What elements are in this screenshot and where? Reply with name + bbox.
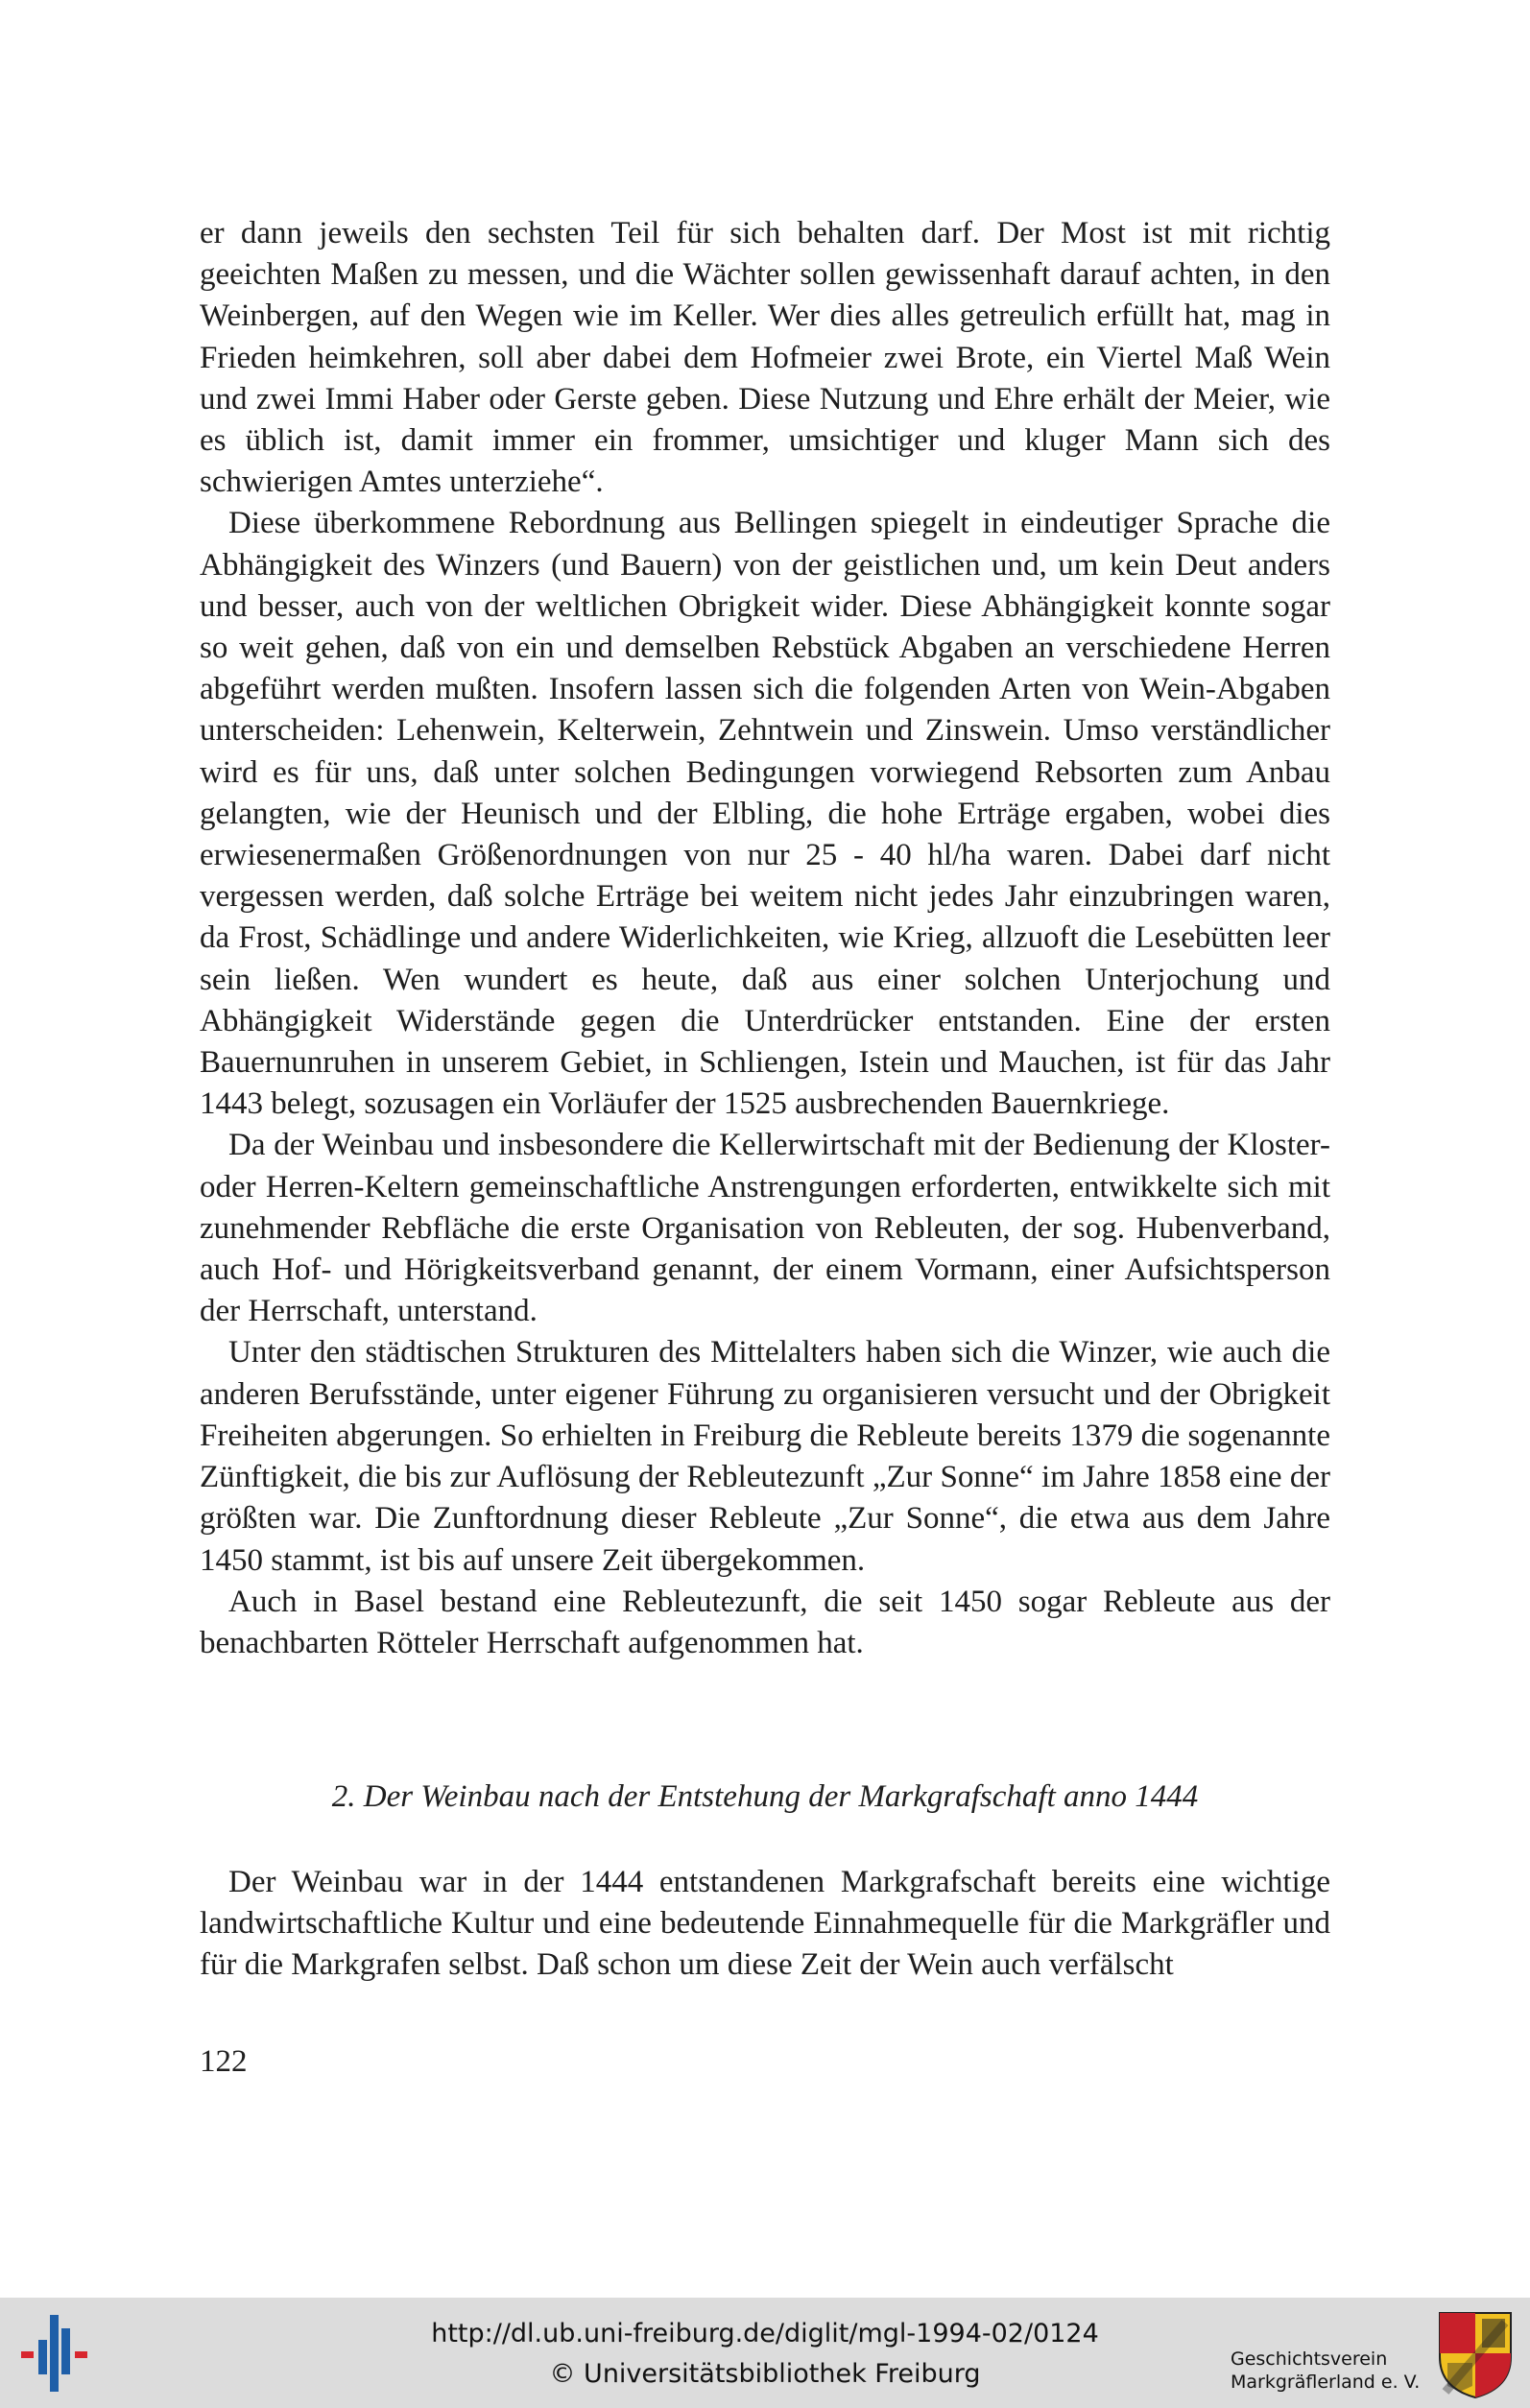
paragraph-4: Unter den städtischen Strukturen des Mittelalters haben sich die Winzer, wie auch die anderen Berufsstände, unter eigener Führung zu organisieren versucht und der Obrigkeit Freiheiten abgerungen. So erhielten in Freiburg die Rebleute bereits 1379 die sogenannte Zünftigkeit, die bis zur Auflösung der Rebleutezunft „Zur Sonne“ im Jahre 1858 eine der größten war. Die Zunftordnung dieser Rebleute „Zur Sonne“, die etwa aus dem Jahre 1450 stammt, ist bis auf unsere Zeit übergekommen. [200, 1335, 1330, 1578]
paragraph-5: Auch in Basel bestand eine Rebleutezunft, die seit 1450 sogar Rebleute aus der benachbarten Rötteler Herrschaft aufgenommen hat. [200, 1584, 1330, 1660]
page-number: 122 [200, 2044, 248, 2079]
footer-url-link[interactable]: http://dl.ub.uni-freiburg.de/diglit/mgl-1994-02/0124 [431, 2319, 1099, 2348]
main-text [200, 213, 1330, 1664]
paragraph-3: Da der Weinbau und insbesondere die Kellerwirtschaft mit der Bedienung der Kloster- oder Herren-Keltern gemeinschaftliche Anstrengungen erforderten, entwikkelte sich mit zunehmender Rebfläche die erste Organisation von Rebleuten, der sog. Hubenverband, auch Hof- und Hörigkeitsverband genannt, der einem Vormann, einer Aufsichtsperson der Herrschaft, unterstand. [200, 1128, 1330, 1329]
society-line-2: Markgräflerland e. V. [1231, 2372, 1421, 2393]
coat-of-arms-icon [1436, 2309, 1515, 2399]
society-name [1231, 2348, 1432, 2394]
footer-copyright: © Universitätsbibliothek Freiburg [549, 2359, 981, 2389]
section-text [200, 1862, 1330, 1987]
paragraph-6: Der Weinbau war in der 1444 entstandenen Markgrafschaft bereits eine wichtige landwirtschaftliche Kultur und eine bedeutende Einnahmequelle für die Markgräfler und für die Markgrafen selbst. Daß schon um diese Zeit der Wein auch verfälscht [200, 1865, 1330, 1983]
society-line-1: Geschichtsverein [1231, 2348, 1388, 2370]
section-heading: 2. Der Weinbau nach der Entstehung der Markgrafschaft anno 1444 [331, 1779, 1199, 1814]
paragraph-2: Diese überkommene Rebordnung aus Bellingen spiegelt in eindeutiger Sprache die Abhängigkeit des Winzers (und Bauern) von der geistlichen und, um kein Deut anders und besser, auch von der weltlichen Obrigkeit wider. Diese Abhängigkeit konnte sogar so weit gehen, daß von ein und demselben Rebstück Abgaben an verschiedene Herren abgeführt werden mußten. Insofern lassen sich die folgenden Arten von Wein-Abgaben unterscheiden: Lehenwein, Kelterwein, Zehntwein und Zinswein. Umso verständlicher wird es für uns, daß unter solchen Bedingungen vorwiegend Rebsorten zum Anbau gelangten, wie der Heunisch und der Elbling, die hohe Erträge ergaben, wobei dies erwiesenermaßen Größenordnungen von nur 25 - 40 hl/ha waren. Dabei darf nicht vergessen werden, daß solche Erträge bei weitem nicht jedes Jahr einzubringen waren, da Frost, Schädlinge und andere Widerlichkeiten, wie Krieg, allzuoft die Lesebütten leer sein ließen. Wen wundert es heute, daß aus einer solchen Unterjochung und Abhängigkeit Widerstände gegen die Unterdrücker entstanden. Eine der ersten Bauernunruhen in unserem Gebiet, in Schliengen, Istein und Mauchen, ist für das Jahr 1443 belegt, sozusagen ein Vorläufer der 1525 ausbrechenden Bauernkriege. [200, 506, 1330, 1122]
paragraph-1: er dann jeweils den sechsten Teil für sich behalten darf. Der Most ist mit richtig geeichten Maßen zu messen, und die Wächter sollen gewissenhaft darauf achten, in den Weinbergen, auf den Wegen wie im Keller. Wer dies alles getreulich erfüllt hat, mag in Frieden heimkehren, soll aber dabei dem Hofmeier zwei Brote, ein Viertel Maß Wein und zwei Immi Haber oder Gerste geben. Diese Nutzung und Ehre erhält der Meier, wie es üblich ist, damit immer ein frommer, umsichtiger und kluger Mann sich des schwierigen Amtes unterziehe“. [200, 216, 1330, 500]
footer-bar [0, 2298, 1530, 2408]
